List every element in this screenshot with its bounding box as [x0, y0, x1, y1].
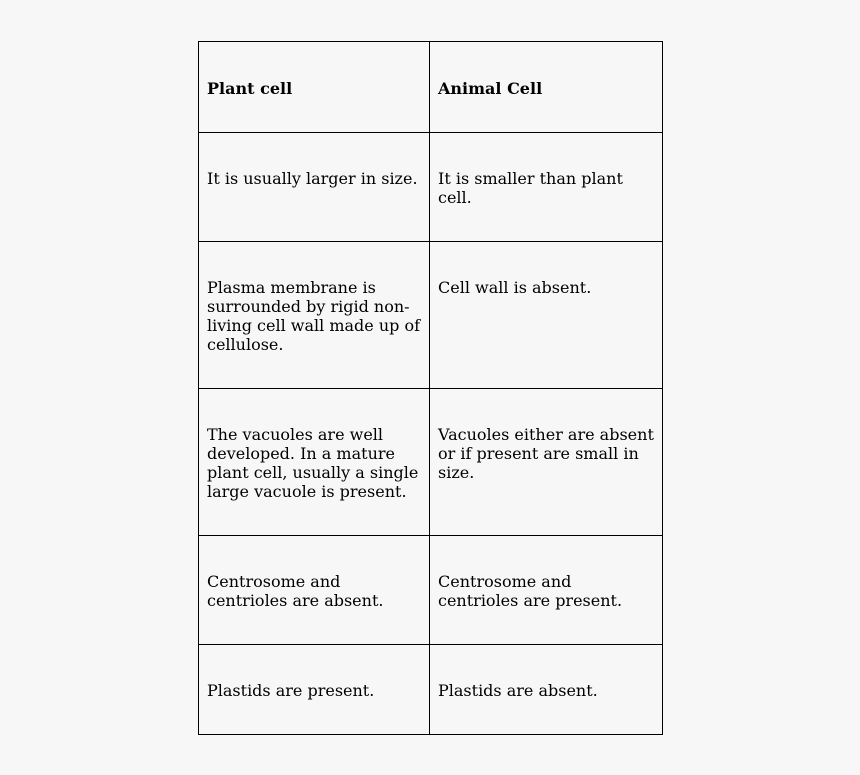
table-cell: [430, 645, 663, 735]
header-cell-plant: [199, 42, 430, 133]
animal-cell-text: Plastids are absent.: [438, 681, 598, 700]
comparison-table: [198, 41, 663, 735]
table-header-row: [199, 42, 663, 133]
header-cell-animal: [430, 42, 663, 133]
table-row: [199, 389, 663, 536]
table-cell: [430, 389, 663, 536]
animal-cell-text: Vacuoles either are absent or if present are small in size.: [438, 425, 654, 482]
plant-cell-text: Plasma membrane is surrounded by rigid non-living cell wall made up of cellulose.: [207, 278, 421, 354]
plant-cell-text: Plastids are present.: [207, 681, 375, 700]
table-cell: [199, 389, 430, 536]
table-row: [199, 536, 663, 645]
table-row: [199, 242, 663, 389]
table-cell: [199, 133, 430, 242]
table-cell: [199, 645, 430, 735]
animal-cell-text: Centrosome and centrioles are present.: [438, 572, 623, 610]
table-cell: [199, 242, 430, 389]
table-cell: [430, 133, 663, 242]
plant-cell-text: Centrosome and centrioles are absent.: [207, 572, 384, 610]
animal-cell-text: It is smaller than plant cell.: [438, 169, 623, 207]
header-plant-cell: Plant cell: [207, 79, 293, 98]
plant-cell-text: The vacuoles are well developed. In a mature plant cell, usually a single large vacuole is present.: [207, 425, 419, 501]
animal-cell-text: Cell wall is absent.: [438, 278, 592, 297]
plant-cell-text: It is usually larger in size.: [207, 169, 418, 188]
table-row: [199, 645, 663, 735]
header-animal-cell: Animal Cell: [438, 79, 543, 98]
table-cell: [430, 536, 663, 645]
table-cell: [430, 242, 663, 389]
table-row: [199, 133, 663, 242]
table-cell: [199, 536, 430, 645]
